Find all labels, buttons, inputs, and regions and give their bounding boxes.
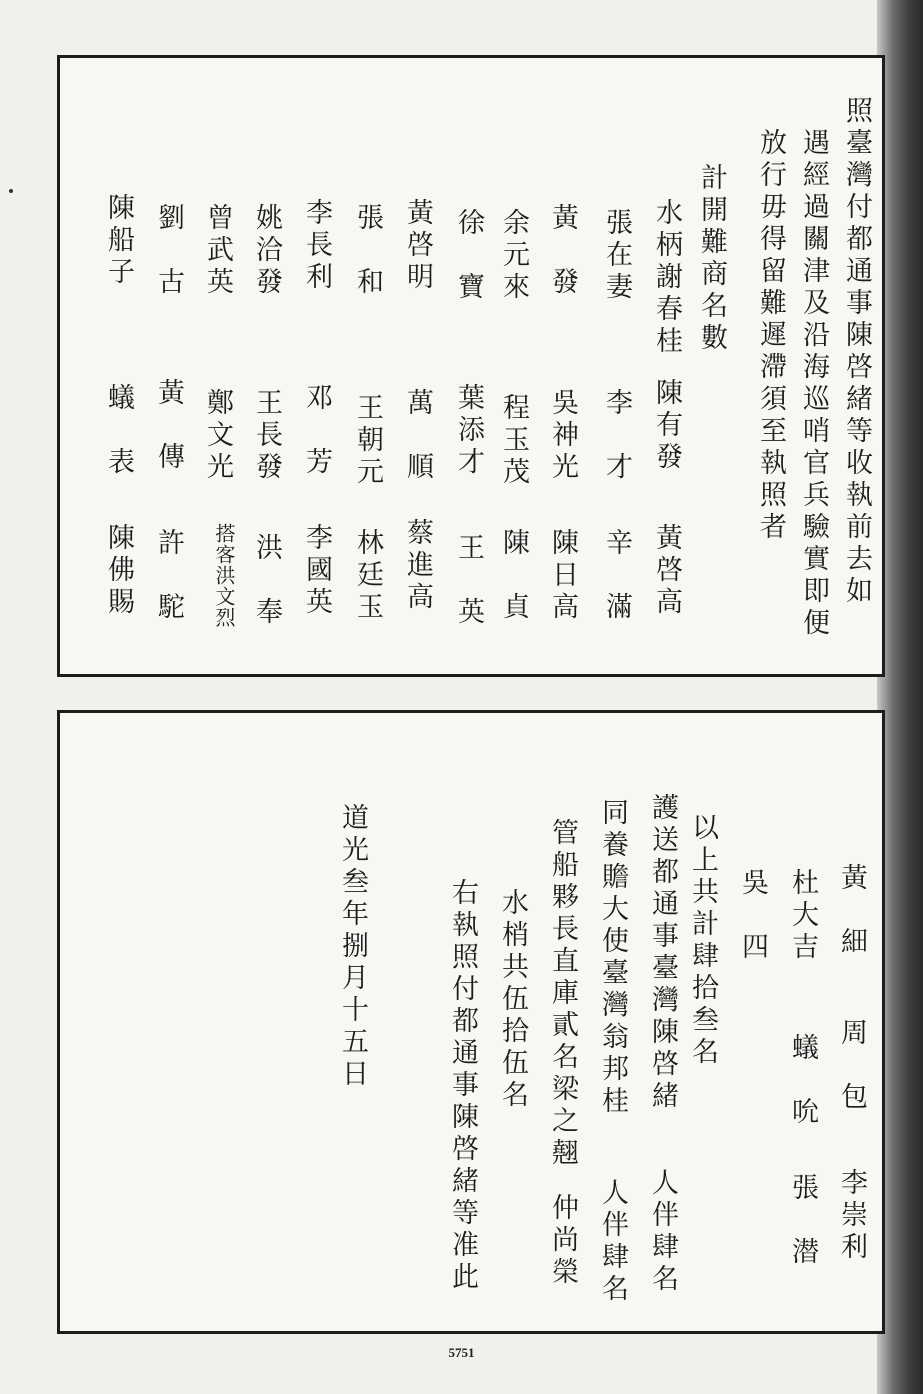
name-row2-col9: 王長發 [251,388,282,484]
name-row1-col8: 李長利 [301,198,332,294]
name-row3-col12: 陳佛賜 [103,523,134,619]
name-list-top-2: 杜大吉 [787,868,818,964]
document-panel-lower [57,710,885,1334]
name-row1-col3: 黃 發 [547,203,578,299]
name-list-top-3: 吳 四 [737,868,768,964]
name-row2-col4: 程玉茂 [498,393,529,489]
name-row3-col1: 黃啓高 [651,523,682,619]
text-column-header-2: 遇經過關津及沿海巡哨官兵驗實即便 [798,128,829,640]
name-row2-col5: 葉添才 [453,383,484,479]
text-column-header-3: 放行毋得留難遲滯須至執照者 [755,128,786,544]
sailors-line: 水梢共伍拾伍名 [497,888,528,1112]
name-list-top-1: 黃 細 [836,863,867,959]
name-row1-col10: 曾武英 [202,203,233,299]
total-count-line: 以上共計肆拾叁名 [687,813,718,1069]
captain-line: 管船夥長直庫貳名梁之翹 [547,818,578,1170]
name-row1-col7: 張 和 [352,203,383,299]
name-row3-col3: 陳日高 [547,528,578,624]
list-title: 計開難商名數 [696,163,727,355]
name-row3-col6: 蔡進高 [402,518,433,614]
name-row1-col4: 余元來 [498,208,529,304]
name-row3-col4: 陳 貞 [498,528,529,624]
name-row2-col6: 萬 順 [402,388,433,484]
name-row3-col7: 林廷玉 [352,528,383,624]
name-row1-col6: 黃啓明 [402,198,433,294]
captain-note: 仲尚榮 [547,1193,578,1289]
name-row3-col2: 辛 滿 [601,528,632,624]
name-row2-col8: 邓 芳 [301,383,332,479]
envoy-line: 同養贍大使臺灣翁邦桂 [597,798,628,1118]
name-row2-col2: 李 才 [601,388,632,484]
name-row2-col10: 鄭文光 [202,388,233,484]
name-row1-col1: 水柄謝春桂 [651,198,682,358]
print-speck [9,189,13,193]
escort-line: 護送都通事臺灣陳啓緒 [647,793,678,1113]
name-row2-col3: 吳神光 [547,388,578,484]
name-row1-col11: 劉 古 [153,203,184,299]
name-row2-col7: 王朝元 [352,393,383,489]
name-list-middle-1: 周 包 [836,1018,867,1114]
name-row3-col8: 李國英 [301,523,332,619]
name-row3-col10: 搭客洪文烈 [212,523,236,628]
name-list-middle-2: 蟻 吮 [787,1033,818,1129]
page-number: 5751 [448,1345,475,1360]
name-row3-col5: 王 英 [453,533,484,629]
name-list-bottom-1: 李崇利 [836,1168,867,1264]
date-line: 道光叁年捌月十五日 [337,803,368,1091]
name-row3-col11: 許 駝 [153,528,184,624]
document-panel-upper [57,55,885,677]
name-list-bottom-2: 張 潜 [787,1173,818,1269]
receipt-line: 右執照付都通事陳啓緒等准此 [447,878,478,1294]
name-row1-col5: 徐 寶 [453,208,484,304]
name-row2-col12: 蟻 表 [103,383,134,479]
name-row1-col12: 陳船子 [103,193,134,289]
name-row1-col2: 張在妻 [601,208,632,304]
text-column-header-1: 照臺灣付都通事陳啓緒等收執前去如 [841,96,872,608]
name-row3-col9: 洪 奉 [251,533,282,629]
envoy-attendants-note: 人伴肆名 [597,1178,628,1306]
name-row2-col1: 陳有發 [651,378,682,474]
name-row1-col9: 姚洽發 [251,203,282,299]
escort-attendants-note: 人伴肆名 [647,1168,678,1296]
name-row2-col11: 黃 傳 [153,378,184,474]
